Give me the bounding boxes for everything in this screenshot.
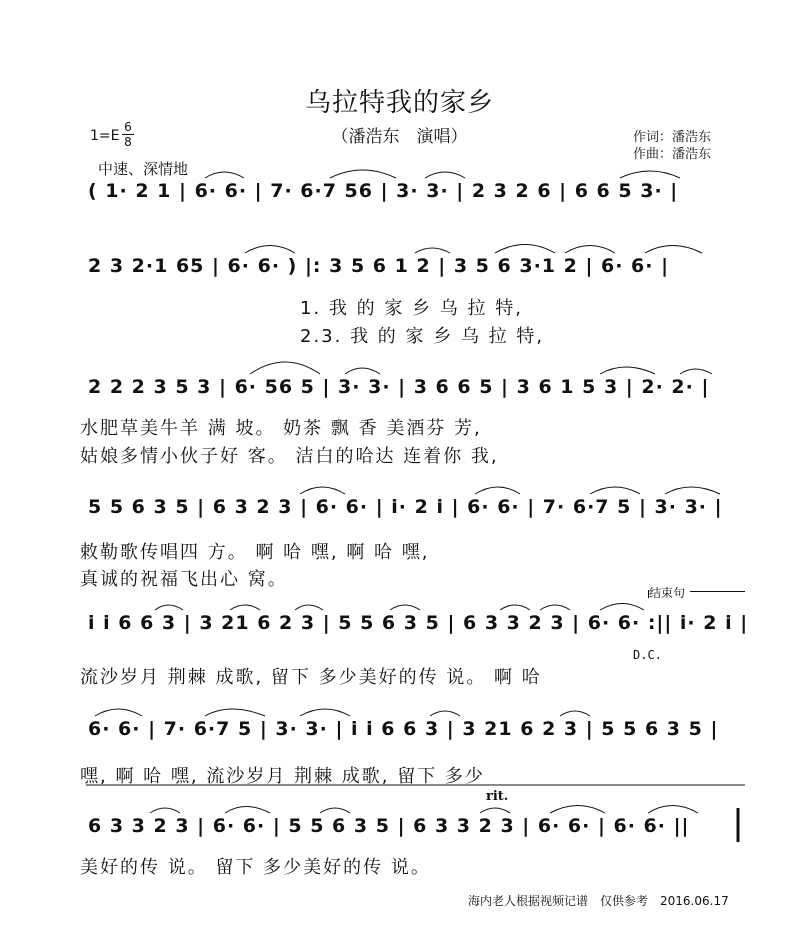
slur-arc — [680, 369, 712, 374]
lyric-verse-1: 1. 我 的 家 乡 乌 拉 特, — [300, 298, 523, 319]
lyric-line-7: 美好的传 说。 留下 多少美好的传 说。 — [80, 857, 431, 878]
transcription-note: 海内老人根据视频记谱 仅供参考 2016.06.17 — [468, 894, 729, 908]
lyric-line-3b: 姑娘多情小伙子好 客。 洁白的哈达 连着你 我, — [80, 446, 499, 467]
slur-arc — [205, 172, 244, 178]
slur-arc — [345, 368, 380, 374]
score-line-2: 2 3 2·1 65 | 6· 6· ) |: 3 5 6 1 2 | 3 5 6 3·1 2 | 6· 6· | — [88, 255, 670, 277]
slur-arc — [560, 711, 590, 716]
slur-arc — [250, 362, 320, 374]
score-line-1: ( 1· 2 1 | 6· 6· | 7· 6·7 56 | 3· 3· | 2 3 2 6 | 6 6 5 3· | — [88, 180, 679, 202]
slur-arc — [500, 605, 530, 610]
slur-arc — [245, 246, 295, 254]
slur-arc — [300, 709, 350, 716]
time-signature-top: 6 — [124, 120, 132, 134]
composer-credit: 作曲：潘浩东 — [633, 147, 712, 162]
slur-arc — [550, 806, 605, 814]
slur-arc — [600, 604, 644, 611]
slur-arc — [425, 172, 465, 178]
slur-arc — [95, 709, 142, 716]
song-title: 乌拉特我的家乡 — [304, 88, 494, 118]
time-signature-bottom: 8 — [122, 134, 134, 149]
slur-arc — [600, 367, 655, 374]
ending-label: 结束句 — [649, 586, 686, 600]
slur-arc — [330, 170, 396, 178]
slur-arc — [155, 605, 183, 610]
slur-arc — [665, 487, 720, 494]
lyric-line-6: 嘿, 啊 哈 嘿, 流沙岁月 荆棘 成歌, 留下 多少 — [80, 766, 485, 787]
key-signature: 1=E — [90, 128, 120, 144]
slur-arc — [590, 487, 640, 494]
slur-arc — [430, 711, 460, 716]
slur-arc — [540, 605, 570, 610]
lyric-line-4a: 敕勒歌传唱四 方。 啊 哈 嘿, 啊 哈 嘿, — [80, 542, 430, 563]
slur-arc — [320, 808, 350, 813]
score-line-7: 6 3 3 2 3 | 6· 6· | 5 5 6 3 5 | 6 3 3 2 3 | 6· 6· | 6· 6· || — [88, 815, 690, 837]
score-line-3: 2 2 2 3 5 3 | 6· 56 5 | 3· 3· | 3 6 6 5 | 3 6 1 5 3 | 2· 2· | — [88, 376, 710, 398]
slur-arc — [205, 709, 265, 716]
slur-arc — [415, 248, 450, 253]
slur-arc — [225, 807, 270, 814]
slur-arc — [475, 487, 520, 494]
slur-arc — [648, 806, 698, 814]
slur-arc — [620, 171, 680, 178]
score-line-4: 5 5 6 3 5 | 6 3 2 3 | 6· 6· | i· 2 i | 6· 6· | 7· 6·7 5 | 3· 3· | — [88, 496, 723, 518]
slur-arc — [150, 808, 180, 813]
slur-arc — [295, 605, 323, 610]
lyric-line-3a: 水肥草美牛羊 满 坡。 奶茶 飘 香 美酒芬 芳, — [80, 418, 482, 439]
score-line-5: i i 6 6 3 | 3 21 6 2 3 | 5 5 6 3 5 | 6 3 3 2 3 | 6· 6· :|| i· 2 i | — [88, 612, 749, 634]
tempo-marking: 中速、深情地 — [98, 160, 189, 178]
slur-arc — [390, 605, 420, 610]
lyricist-credit: 作词：潘浩东 — [633, 130, 712, 145]
lyric-verse-2-3: 2.3. 我 的 家 乡 乌 拉 特, — [300, 326, 545, 347]
slur-arc — [300, 487, 345, 494]
slur-arc — [230, 605, 260, 610]
slur-arc — [480, 808, 510, 813]
slur-arc — [565, 246, 615, 254]
lyric-line-5: 流沙岁月 荆棘 成歌, 留下 多少美好的传 说。 啊 哈 — [80, 667, 542, 688]
performer-credit: （潘浩东 演唱） — [331, 127, 468, 147]
lyric-line-4b: 真诚的祝福飞出心 窝。 — [80, 569, 288, 590]
dc-marking: D.C. — [633, 648, 662, 662]
rit-marking: rit. — [486, 789, 509, 804]
score-line-6: 6· 6· | 7· 6·7 5 | 3· 3· | i i 6 6 3 | 3 21 6 2 3 | 5 5 6 3 5 | — [88, 718, 719, 740]
slur-arc — [495, 245, 555, 254]
slur-arc — [645, 246, 702, 254]
